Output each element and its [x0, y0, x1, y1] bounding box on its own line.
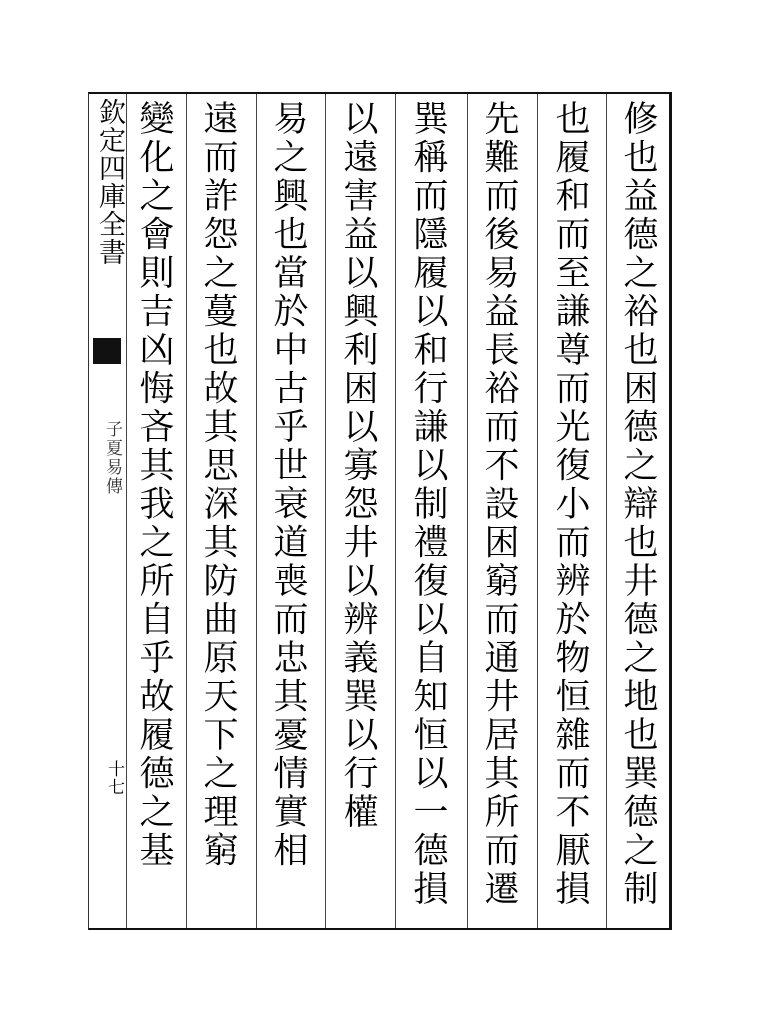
column-rule [325, 94, 326, 928]
column-rule [186, 94, 187, 928]
text-column-6: 易之興也當於中古乎世衰道喪而忠其憂情實相 [268, 100, 308, 870]
text-column-2: 也履和而至謙尊而光復小而辨於物恒雜而不厭損 [550, 100, 590, 909]
margin-page-number: 十七 [104, 760, 124, 796]
margin-fishtail-mark [93, 338, 121, 364]
column-rule [467, 94, 468, 928]
text-column-8: 變化之會則吉凶悔吝其我之所自乎故履德之基 [134, 100, 174, 870]
text-column-7: 遠而詐怨之蔓也故其思深其防曲原天下之理窮 [198, 100, 238, 870]
column-rule [395, 94, 396, 928]
text-column-4: 巽稱而隱履以和行謙以制禮復以自知恒以一德損 [408, 100, 448, 909]
column-rule [126, 94, 127, 928]
text-column-5: 以遠害益以興利困以寡怨井以辨義巽以行權 [338, 100, 378, 832]
margin-book-subtitle: 子夏易傳 [102, 420, 122, 496]
text-column-1: 修也益德之裕也困德之辯也井德之地也巽德之制 [618, 100, 658, 909]
column-rule [537, 94, 538, 928]
text-column-3: 先難而後易益長裕而不設困窮而通井居其所而遷 [479, 100, 519, 909]
column-rule [256, 94, 257, 928]
margin-book-title: 欽定四庫全書 [94, 98, 125, 266]
column-rule [606, 94, 607, 928]
